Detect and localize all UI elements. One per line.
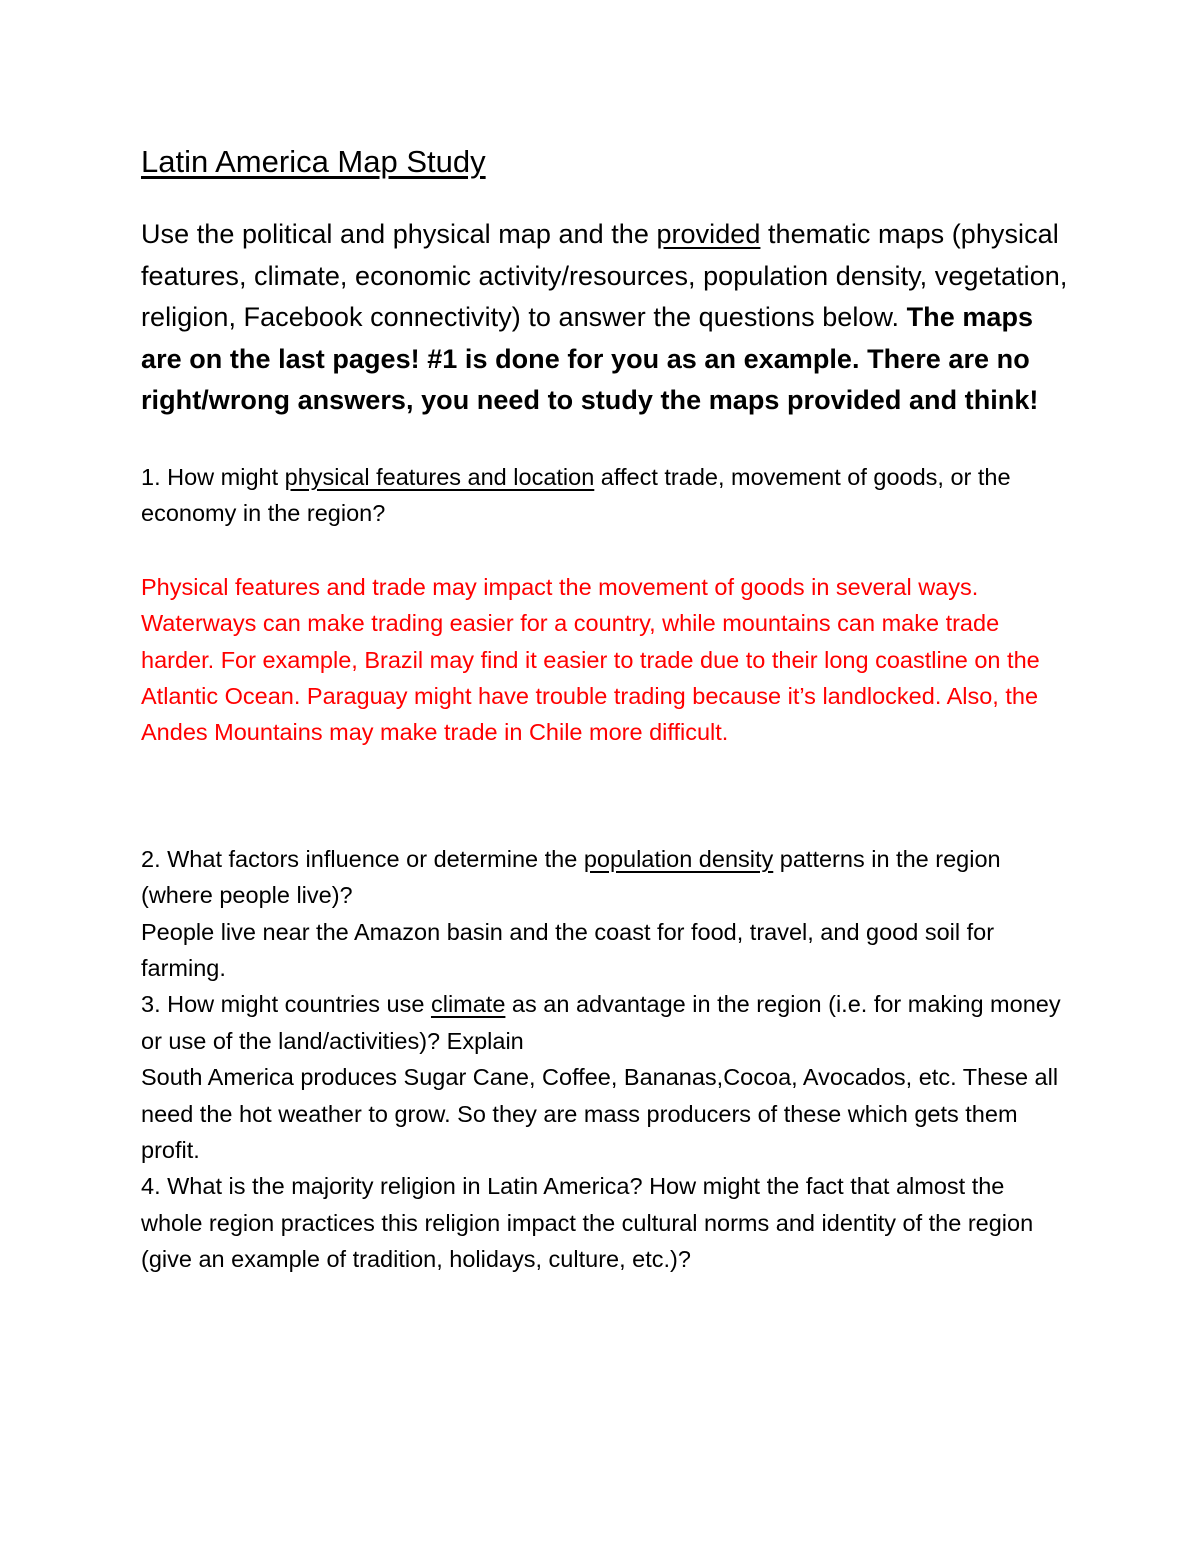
intro-bold-instructions: The maps are on the last pages! #1 is done for you as an example. There are no right/wrong answers, you need to study the maps provided and think! <box>141 302 1039 416</box>
question-2-prefix: 2. What factors influence or determine the <box>141 845 584 872</box>
question-1-prefix: 1. How might <box>141 463 285 490</box>
intro-provided-underlined: provided <box>656 219 761 249</box>
answer-1-example: Physical features and trade may impact the movement of goods in several ways. Waterways can make trading easier for a country, while mountains can make trade harder. For example, Brazil may find it easier to trade due to their long coastline on the Atlantic Ocean. Paraguay might have trouble trading because it’s landlocked. Also, the Andes Mountains may make trade in Chile more difficult. <box>141 573 1040 746</box>
question-3-keyword: climate <box>430 991 506 1018</box>
question-2-keyword: population density <box>583 845 774 872</box>
question-3-prefix: 3. How might countries use <box>141 991 431 1018</box>
document-page <box>141 142 1071 1278</box>
intro-paragraph <box>141 214 1071 422</box>
answer-2: People live near the Amazon basin and the coast for food, travel, and good soil for farming. <box>141 918 995 982</box>
question-4: 4. What is the majority religion in Latin America? How might the fact that almost the whole region practices this religion impact the cultural norms and identity of the region (give an example of tradition, holidays, culture, etc.)? <box>141 1173 1034 1273</box>
question-2-suffix: patterns in the region (where people live)? <box>141 845 1001 909</box>
question-2 <box>141 841 1071 914</box>
question-1 <box>141 459 1071 532</box>
answer-3: South America produces Sugar Cane, Coffee, Bananas,Cocoa, Avocados, etc. These all need the hot weather to grow. So they are mass producers of these which gets them profit. <box>141 1064 1059 1164</box>
question-1-suffix: affect trade, movement of goods, or the economy in the region? <box>141 463 1011 527</box>
intro-text-1: Use the political and physical map and the <box>141 219 657 249</box>
question-3-suffix: as an advantage in the region (i.e. for making money or use of the land/activities)? Explain <box>141 991 1061 1054</box>
page-title: Latin America Map Study <box>141 144 486 179</box>
question-1-keyword: physical features and location <box>284 463 595 490</box>
question-3 <box>141 986 1071 1059</box>
intro-text-2: thematic maps (physical features, climate, economic activity/resources, population density, vegetation, religion, Facebook connectivity) to answer the questions below. <box>141 219 1068 333</box>
